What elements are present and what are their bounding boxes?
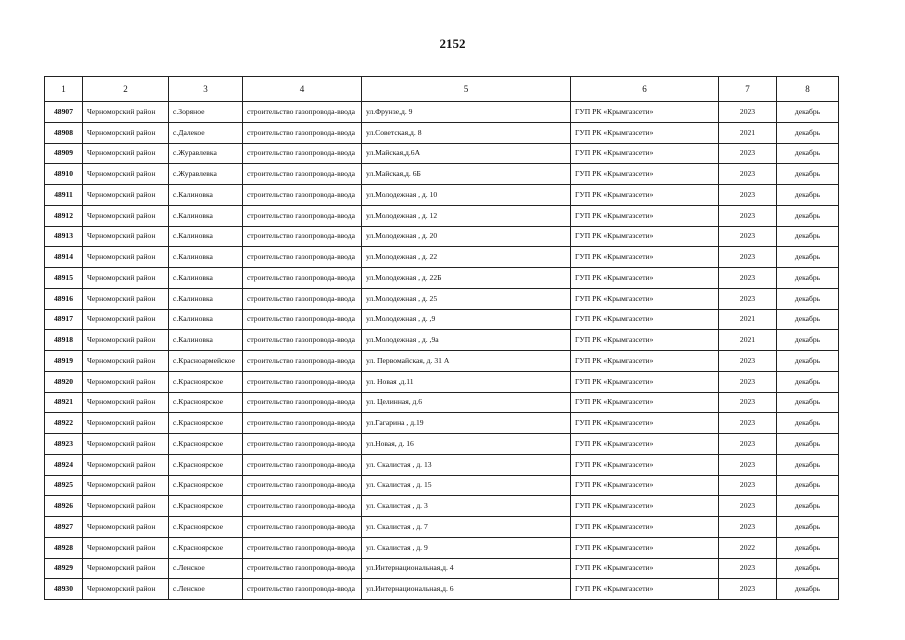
month-cell: декабрь (777, 579, 839, 600)
year-cell: 2022 (719, 537, 777, 558)
year-cell: 2023 (719, 392, 777, 413)
organization-cell: ГУП РК «Крымгазсети» (571, 371, 719, 392)
address-cell: ул.Гагарина , д.19 (362, 413, 571, 434)
organization-cell: ГУП РК «Крымгазсети» (571, 434, 719, 455)
row-number: 48927 (45, 517, 83, 538)
row-number: 48907 (45, 102, 83, 123)
header-cell: 6 (571, 77, 719, 102)
district-cell: Черноморский район (83, 288, 169, 309)
village-cell: с.Калиновка (169, 268, 243, 289)
district-cell: Черноморский район (83, 205, 169, 226)
year-cell: 2023 (719, 226, 777, 247)
month-cell: декабрь (777, 309, 839, 330)
district-cell: Черноморский район (83, 351, 169, 372)
month-cell: декабрь (777, 143, 839, 164)
village-cell: с.Краснoярское (169, 413, 243, 434)
work-type-cell: строительство газопровода-ввода (243, 102, 362, 123)
organization-cell: ГУП РК «Крымгазсети» (571, 247, 719, 268)
organization-cell: ГУП РК «Крымгазсети» (571, 392, 719, 413)
work-type-cell: строительство газопровода-ввода (243, 330, 362, 351)
table-row (45, 102, 839, 123)
year-cell: 2023 (719, 558, 777, 579)
month-cell: декабрь (777, 268, 839, 289)
table-row (45, 309, 839, 330)
village-cell: с.Калиновка (169, 330, 243, 351)
organization-cell: ГУП РК «Крымгазсети» (571, 226, 719, 247)
row-number: 48910 (45, 164, 83, 185)
work-type-cell: строительство газопровода-ввода (243, 475, 362, 496)
work-type-cell: строительство газопровода-ввода (243, 371, 362, 392)
month-cell: декабрь (777, 496, 839, 517)
header-cell: 4 (243, 77, 362, 102)
village-cell: с.Краснoярское (169, 496, 243, 517)
row-number: 48914 (45, 247, 83, 268)
table-row (45, 454, 839, 475)
table-row (45, 185, 839, 206)
year-cell: 2021 (719, 330, 777, 351)
village-cell: с.Калиновка (169, 226, 243, 247)
district-cell: Черноморский район (83, 330, 169, 351)
month-cell: декабрь (777, 371, 839, 392)
row-number: 48923 (45, 434, 83, 455)
year-cell: 2023 (719, 496, 777, 517)
village-cell: с.Далекое (169, 122, 243, 143)
table-row (45, 517, 839, 538)
year-cell: 2023 (719, 185, 777, 206)
table-row (45, 496, 839, 517)
address-cell: ул.Молодежная , д. 22 (362, 247, 571, 268)
header-cell: 8 (777, 77, 839, 102)
address-cell: ул.Молодежная , д. 25 (362, 288, 571, 309)
row-number: 48926 (45, 496, 83, 517)
row-number: 48922 (45, 413, 83, 434)
work-type-cell: строительство газопровода-ввода (243, 122, 362, 143)
table-row (45, 579, 839, 600)
page-number: 2152 (439, 36, 466, 51)
work-type-cell: строительство газопровода-ввода (243, 143, 362, 164)
address-cell: ул.Молодежная , д. ,9а (362, 330, 571, 351)
year-cell: 2021 (719, 122, 777, 143)
village-cell: с.Краснoярское (169, 537, 243, 558)
row-number: 48928 (45, 537, 83, 558)
year-cell: 2023 (719, 371, 777, 392)
address-cell: ул. Новая ,д.11 (362, 371, 571, 392)
organization-cell: ГУП РК «Крымгазсети» (571, 143, 719, 164)
month-cell: декабрь (777, 122, 839, 143)
month-cell: декабрь (777, 288, 839, 309)
organization-cell: ГУП РК «Крымгазсети» (571, 351, 719, 372)
village-cell: с.Калиновка (169, 185, 243, 206)
district-cell: Черноморский район (83, 185, 169, 206)
address-cell: ул.Интернациональная,д. 4 (362, 558, 571, 579)
village-cell: с.Ленское (169, 558, 243, 579)
row-number: 48921 (45, 392, 83, 413)
table-row (45, 558, 839, 579)
organization-cell: ГУП РК «Крымгазсети» (571, 164, 719, 185)
work-type-cell: строительство газопровода-ввода (243, 351, 362, 372)
district-cell: Черноморский район (83, 392, 169, 413)
table-row (45, 475, 839, 496)
table-row (45, 330, 839, 351)
month-cell: декабрь (777, 454, 839, 475)
row-number: 48915 (45, 268, 83, 289)
district-cell: Черноморский район (83, 579, 169, 600)
header-cell: 2 (83, 77, 169, 102)
year-cell: 2023 (719, 143, 777, 164)
month-cell: декабрь (777, 558, 839, 579)
row-number: 48917 (45, 309, 83, 330)
organization-cell: ГУП РК «Крымгазсети» (571, 330, 719, 351)
address-cell: ул. Целинная, д.6 (362, 392, 571, 413)
district-cell: Черноморский район (83, 247, 169, 268)
table-row (45, 226, 839, 247)
organization-cell: ГУП РК «Крымгазсети» (571, 268, 719, 289)
address-cell: ул.Майская,д.6А (362, 143, 571, 164)
year-cell: 2023 (719, 434, 777, 455)
organization-cell: ГУП РК «Крымгазсети» (571, 558, 719, 579)
address-cell: ул.Молодежная , д. 22Б (362, 268, 571, 289)
village-cell: с.Краснoярское (169, 392, 243, 413)
village-cell: с.Краснoярское (169, 517, 243, 538)
address-cell: ул.Новая, д. 16 (362, 434, 571, 455)
organization-cell: ГУП РК «Крымгазсети» (571, 496, 719, 517)
row-number: 48930 (45, 579, 83, 600)
organization-cell: ГУП РК «Крымгазсети» (571, 309, 719, 330)
district-cell: Черноморский район (83, 517, 169, 538)
row-number: 48920 (45, 371, 83, 392)
district-cell: Черноморский район (83, 454, 169, 475)
village-cell: с.Журавлевка (169, 143, 243, 164)
address-cell: ул.Советская,д. 8 (362, 122, 571, 143)
village-cell: с.Калиновка (169, 309, 243, 330)
organization-cell: ГУП РК «Крымгазсети» (571, 537, 719, 558)
organization-cell: ГУП РК «Крымгазсети» (571, 102, 719, 123)
district-cell: Черноморский район (83, 143, 169, 164)
address-cell: ул. Первомайская, д. 31 А (362, 351, 571, 372)
row-number: 48925 (45, 475, 83, 496)
address-cell: ул.Молодежная , д. ,9 (362, 309, 571, 330)
table-row (45, 247, 839, 268)
organization-cell: ГУП РК «Крымгазсети» (571, 475, 719, 496)
table-row (45, 413, 839, 434)
work-type-cell: строительство газопровода-ввода (243, 579, 362, 600)
organization-cell: ГУП РК «Крымгазсети» (571, 413, 719, 434)
year-cell: 2023 (719, 475, 777, 496)
organization-cell: ГУП РК «Крымгазсети» (571, 579, 719, 600)
registry-table (44, 76, 839, 600)
address-cell: ул. Скалистая , д. 9 (362, 537, 571, 558)
district-cell: Черноморский район (83, 496, 169, 517)
year-cell: 2023 (719, 205, 777, 226)
work-type-cell: строительство газопровода-ввода (243, 226, 362, 247)
address-cell: ул.Интернациональная,д. 6 (362, 579, 571, 600)
header-row (45, 77, 839, 102)
district-cell: Черноморский район (83, 537, 169, 558)
year-cell: 2023 (719, 517, 777, 538)
village-cell: с.Красноармейское (169, 351, 243, 372)
work-type-cell: строительство газопровода-ввода (243, 164, 362, 185)
table-row (45, 371, 839, 392)
village-cell: с.Журавлевка (169, 164, 243, 185)
row-number: 48909 (45, 143, 83, 164)
year-cell: 2023 (719, 413, 777, 434)
header-cell: 5 (362, 77, 571, 102)
address-cell: ул. Скалистая , д. 7 (362, 517, 571, 538)
row-number: 48908 (45, 122, 83, 143)
month-cell: декабрь (777, 351, 839, 372)
organization-cell: ГУП РК «Крымгазсети» (571, 454, 719, 475)
month-cell: декабрь (777, 517, 839, 538)
month-cell: декабрь (777, 247, 839, 268)
village-cell: с.Зоряное (169, 102, 243, 123)
work-type-cell: строительство газопровода-ввода (243, 434, 362, 455)
row-number: 48929 (45, 558, 83, 579)
month-cell: декабрь (777, 205, 839, 226)
work-type-cell: строительство газопровода-ввода (243, 537, 362, 558)
district-cell: Черноморский район (83, 226, 169, 247)
year-cell: 2023 (719, 288, 777, 309)
row-number: 48913 (45, 226, 83, 247)
address-cell: ул. Скалистая , д. 3 (362, 496, 571, 517)
month-cell: декабрь (777, 392, 839, 413)
table-row (45, 434, 839, 455)
district-cell: Черноморский район (83, 268, 169, 289)
table-row (45, 351, 839, 372)
address-cell: ул.Фрунзе,д. 9 (362, 102, 571, 123)
month-cell: декабрь (777, 475, 839, 496)
address-cell: ул.Молодежная , д. 10 (362, 185, 571, 206)
work-type-cell: строительство газопровода-ввода (243, 413, 362, 434)
village-cell: с.Краснoярское (169, 434, 243, 455)
work-type-cell: строительство газопровода-ввода (243, 205, 362, 226)
month-cell: декабрь (777, 102, 839, 123)
organization-cell: ГУП РК «Крымгазсети» (571, 288, 719, 309)
organization-cell: ГУП РК «Крымгазсети» (571, 185, 719, 206)
village-cell: с.Ленское (169, 579, 243, 600)
work-type-cell: строительство газопровода-ввода (243, 247, 362, 268)
address-cell: ул.Молодежная , д. 12 (362, 205, 571, 226)
year-cell: 2023 (719, 268, 777, 289)
village-cell: с.Калиновка (169, 247, 243, 268)
header-cell: 7 (719, 77, 777, 102)
header-cell: 3 (169, 77, 243, 102)
month-cell: декабрь (777, 537, 839, 558)
row-number: 48919 (45, 351, 83, 372)
work-type-cell: строительство газопровода-ввода (243, 185, 362, 206)
address-cell: ул. Скалистая , д. 15 (362, 475, 571, 496)
row-number: 48924 (45, 454, 83, 475)
work-type-cell: строительство газопровода-ввода (243, 496, 362, 517)
address-cell: ул. Скалистая , д. 13 (362, 454, 571, 475)
table-row (45, 164, 839, 185)
month-cell: декабрь (777, 226, 839, 247)
table-row (45, 268, 839, 289)
row-number: 48912 (45, 205, 83, 226)
year-cell: 2023 (719, 102, 777, 123)
row-number: 48911 (45, 185, 83, 206)
village-cell: с.Краснoярское (169, 475, 243, 496)
organization-cell: ГУП РК «Крымгазсети» (571, 122, 719, 143)
table-row (45, 205, 839, 226)
table-row (45, 537, 839, 558)
village-cell: с.Краснoярское (169, 371, 243, 392)
year-cell: 2023 (719, 351, 777, 372)
month-cell: декабрь (777, 164, 839, 185)
work-type-cell: строительство газопровода-ввода (243, 268, 362, 289)
district-cell: Черноморский район (83, 102, 169, 123)
district-cell: Черноморский район (83, 434, 169, 455)
header-cell: 1 (45, 77, 83, 102)
month-cell: декабрь (777, 413, 839, 434)
row-number: 48916 (45, 288, 83, 309)
work-type-cell: строительство газопровода-ввода (243, 558, 362, 579)
work-type-cell: строительство газопровода-ввода (243, 392, 362, 413)
address-cell: ул.Молодежная , д. 20 (362, 226, 571, 247)
year-cell: 2021 (719, 309, 777, 330)
organization-cell: ГУП РК «Крымгазсети» (571, 205, 719, 226)
district-cell: Черноморский район (83, 413, 169, 434)
work-type-cell: строительство газопровода-ввода (243, 288, 362, 309)
table-row (45, 392, 839, 413)
village-cell: с.Калиновка (169, 288, 243, 309)
organization-cell: ГУП РК «Крымгазсети» (571, 517, 719, 538)
table-row (45, 143, 839, 164)
row-number: 48918 (45, 330, 83, 351)
work-type-cell: строительство газопровода-ввода (243, 517, 362, 538)
address-cell: ул.Майская,д. 6Б (362, 164, 571, 185)
district-cell: Черноморский район (83, 164, 169, 185)
district-cell: Черноморский район (83, 371, 169, 392)
month-cell: декабрь (777, 434, 839, 455)
year-cell: 2023 (719, 454, 777, 475)
table-row (45, 122, 839, 143)
month-cell: декабрь (777, 185, 839, 206)
village-cell: с.Калиновка (169, 205, 243, 226)
work-type-cell: строительство газопровода-ввода (243, 309, 362, 330)
month-cell: декабрь (777, 330, 839, 351)
year-cell: 2023 (719, 164, 777, 185)
table-body (45, 102, 839, 600)
district-cell: Черноморский район (83, 122, 169, 143)
district-cell: Черноморский район (83, 475, 169, 496)
district-cell: Черноморский район (83, 309, 169, 330)
year-cell: 2023 (719, 579, 777, 600)
year-cell: 2023 (719, 247, 777, 268)
table-row (45, 288, 839, 309)
work-type-cell: строительство газопровода-ввода (243, 454, 362, 475)
village-cell: с.Краснoярское (169, 454, 243, 475)
district-cell: Черноморский район (83, 558, 169, 579)
